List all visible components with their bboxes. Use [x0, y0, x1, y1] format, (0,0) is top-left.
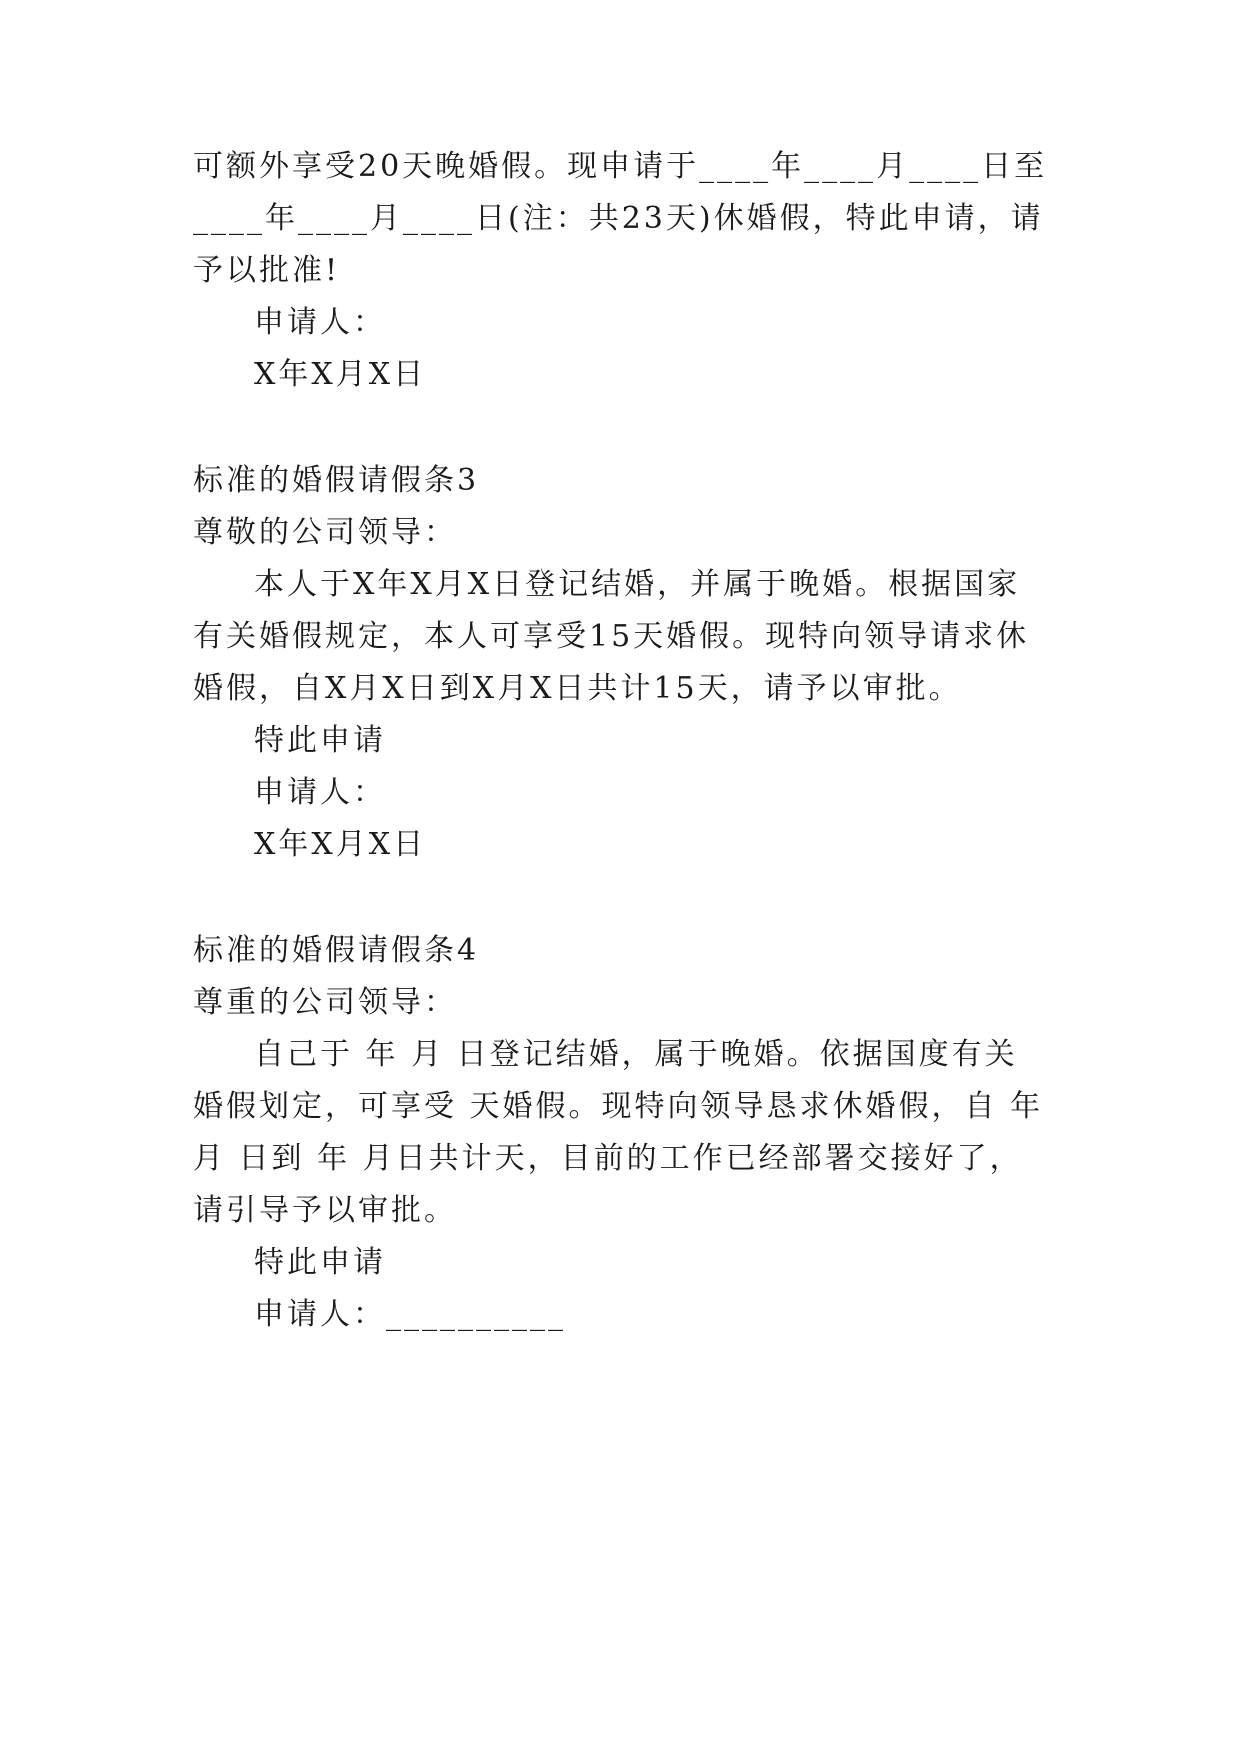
section2-body-line-1: 可额外享受20天晚婚假。现申请于____年____月____日至	[193, 149, 1048, 184]
section3-body-line-3: 婚假，自X月X日到X月X日共计15天，请予以审批。	[193, 671, 962, 706]
section4-applicant: 申请人：__________	[254, 1297, 566, 1332]
section3-closing: 特此申请	[254, 723, 386, 758]
section3-applicant: 申请人：	[254, 775, 386, 810]
section3-body-line-2: 有关婚假规定，本人可享受15天婚假。现特向领导请求休	[193, 619, 1030, 654]
section2-body-line-3: 予以批准!	[193, 253, 341, 288]
section3-date: X年X月X日	[254, 827, 427, 862]
section4-body-line-3: 月 日到 年 月日共计天，目前的工作已经部署交接好了，	[193, 1141, 1023, 1176]
section2-body-line-2: ____年____月____日(注：共23天)休婚假，特此申请，请	[193, 201, 1044, 236]
section4-closing: 特此申请	[254, 1245, 386, 1280]
section2-date: X年X月X日	[254, 357, 427, 392]
section4-body-line-4: 请引导予以审批。	[193, 1193, 457, 1228]
section4-title: 标准的婚假请假条4	[193, 933, 480, 968]
section4-salutation: 尊重的公司领导：	[193, 985, 457, 1020]
section4-body-line-1: 自己于 年 月 日登记结婚，属于晚婚。依据国度有关	[254, 1037, 1018, 1072]
section2-applicant: 申请人：	[254, 305, 386, 340]
section3-title: 标准的婚假请假条3	[193, 463, 480, 498]
section4-body-line-2: 婚假划定，可享受 天婚假。现特向领导恳求休婚假，自 年	[193, 1089, 1044, 1124]
section3-salutation: 尊敬的公司领导：	[193, 515, 457, 550]
section3-body-line-1: 本人于X年X月X日登记结婚，并属于晚婚。根据国家	[254, 567, 1021, 602]
